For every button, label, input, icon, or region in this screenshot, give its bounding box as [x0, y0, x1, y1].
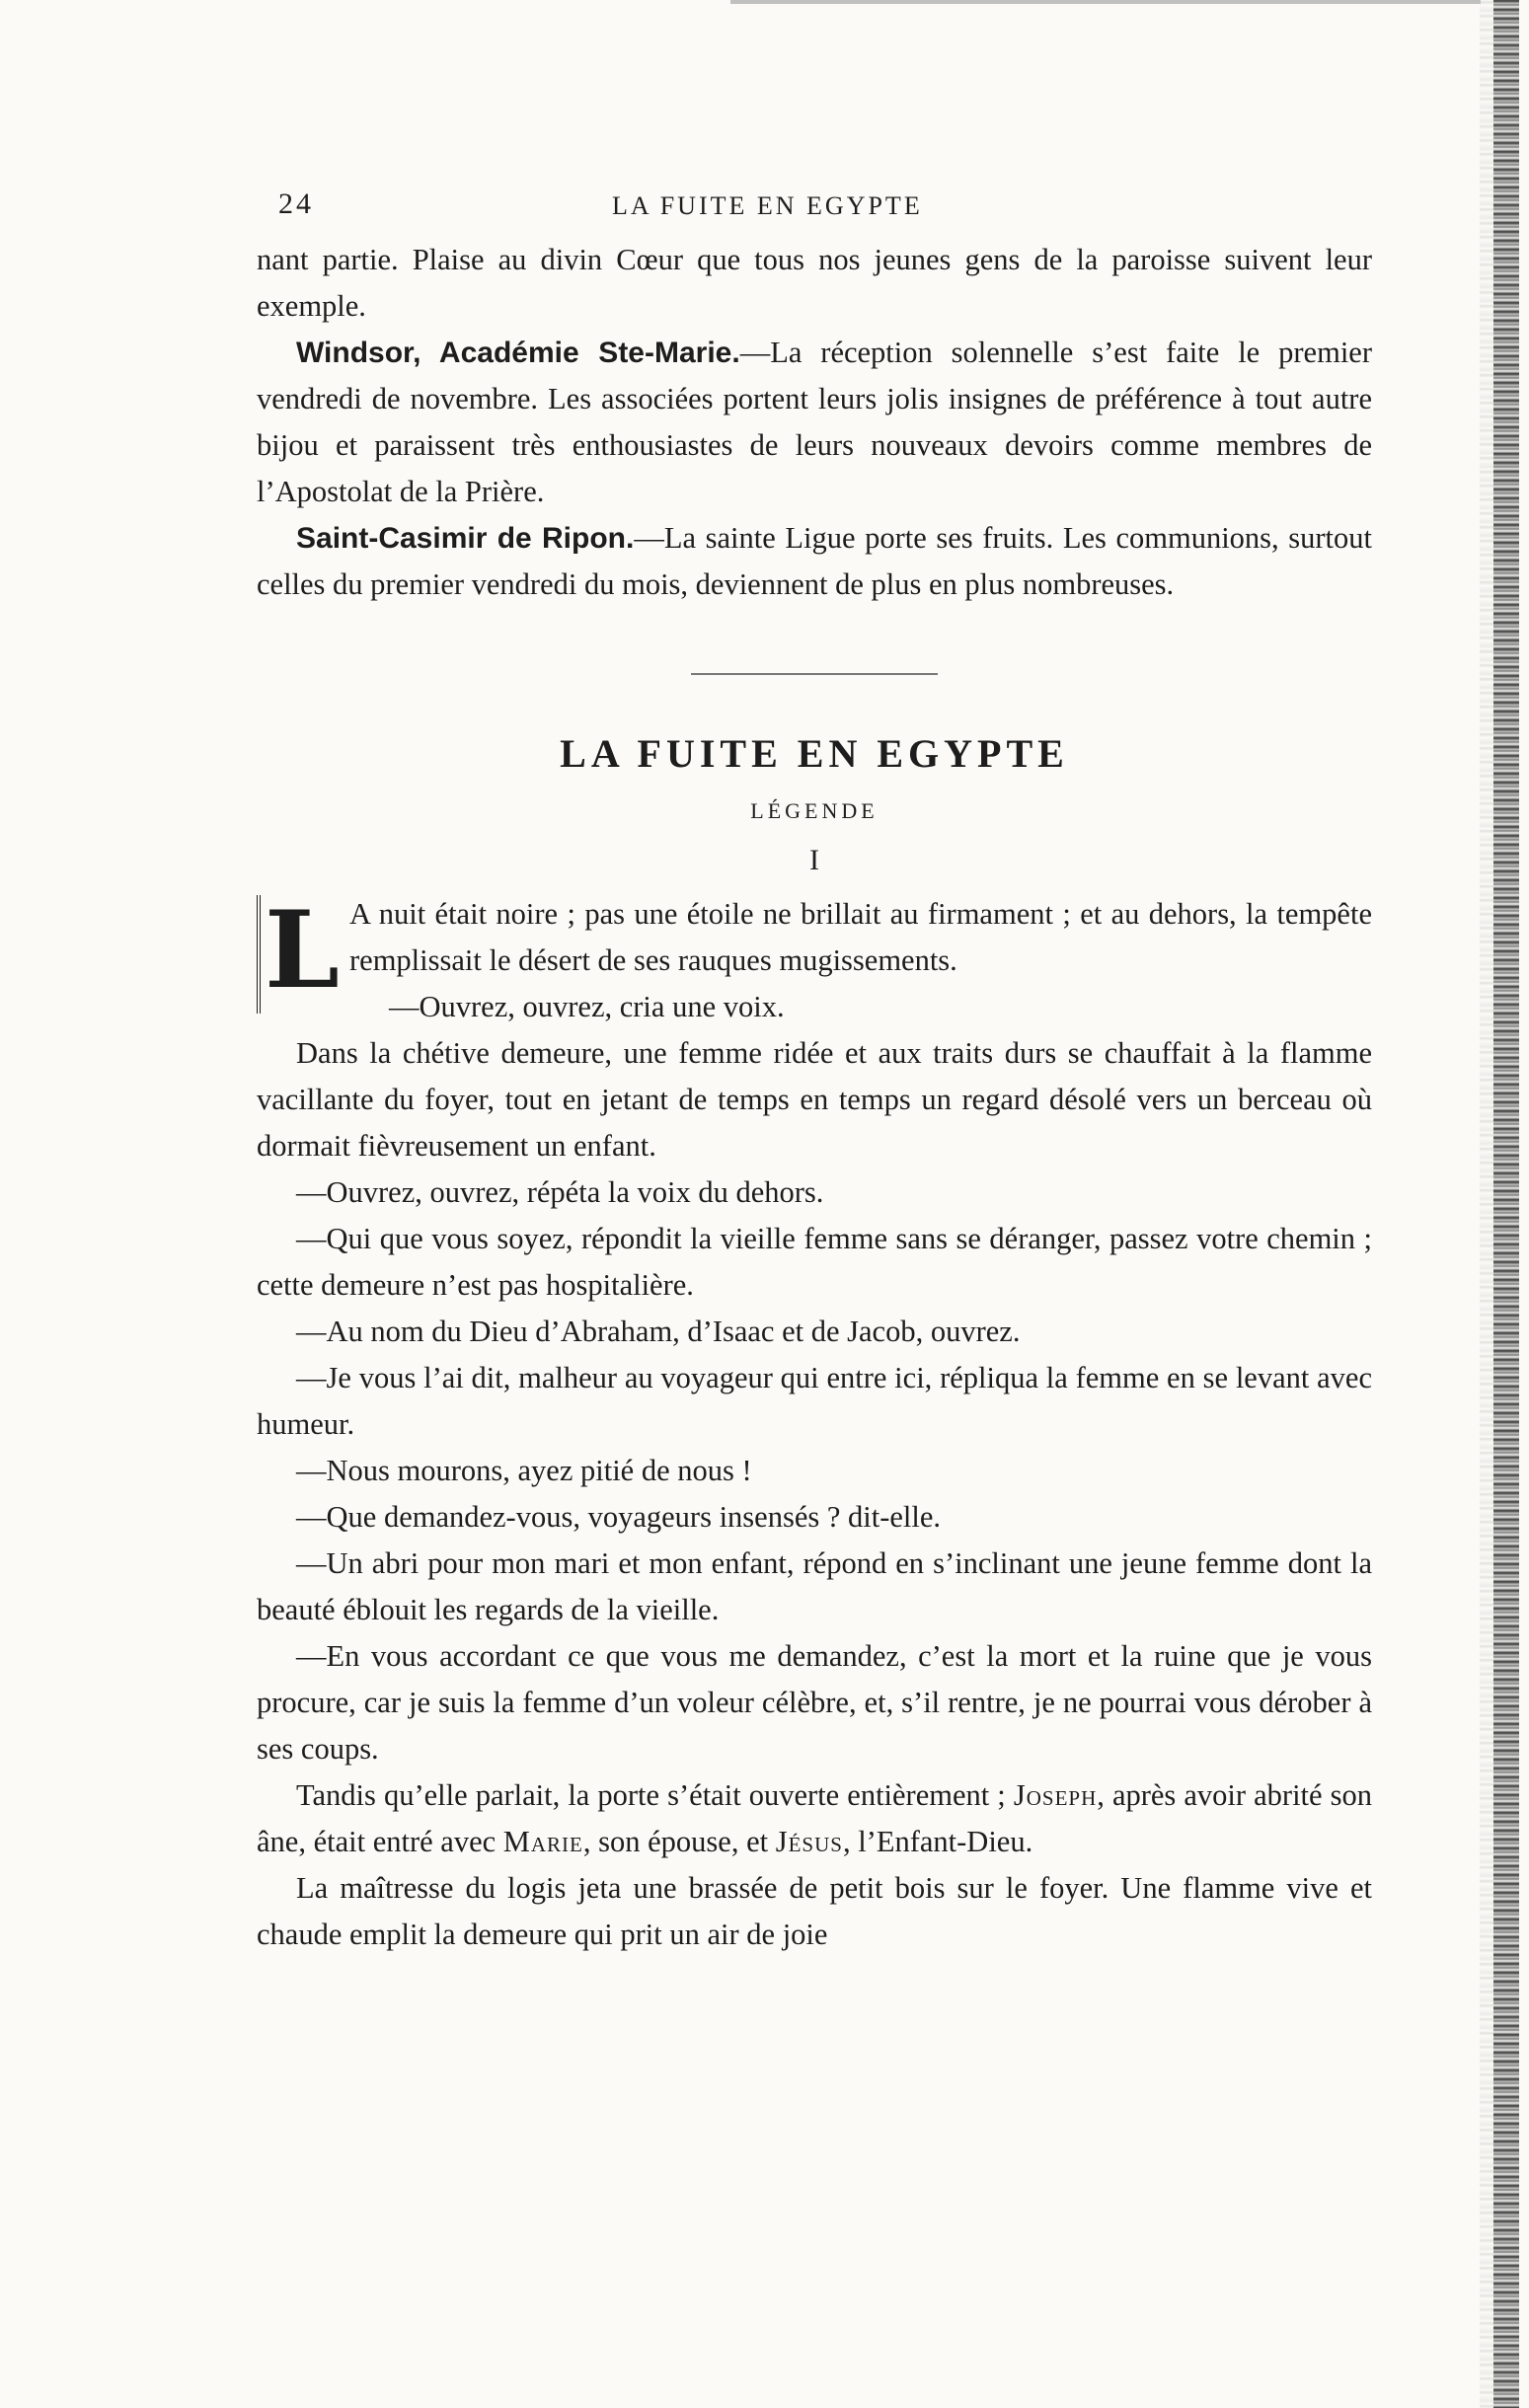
page-content: [257, 188, 1372, 1958]
chapter-number: I: [809, 844, 819, 876]
page-edge-shadow: [1480, 0, 1493, 2408]
report-lead-ripon: Saint-Casimir de Ripon.: [296, 522, 635, 555]
name-marie: Marie: [502, 1825, 583, 1858]
report-continuation: [257, 237, 1372, 330]
drop-cap: L: [257, 895, 334, 1014]
report-windsor: [257, 330, 1372, 515]
story-paragraph: —Nous mourons, ayez pitié de nous !: [296, 1454, 752, 1487]
story-paragraph: —Qui que vous soyez, répondit la vieille femme sans se déranger, passez votre chemin ; cette demeure n’est pas hospitalière.: [257, 1222, 1372, 1302]
tandis-part1: Tandis qu’elle parlait, la porte s’était ouverte entièrement ;: [296, 1778, 1014, 1812]
name-jesus: Jésus: [775, 1825, 843, 1858]
story-paragraphs: [257, 984, 1372, 1772]
story-subtitle: LÉGENDE: [750, 798, 879, 823]
story-title: LA FUITE EN EGYPTE: [560, 731, 1069, 776]
name-joseph: Joseph: [1013, 1778, 1098, 1812]
report-ripon: [257, 515, 1372, 608]
story-paragraph: —Que demandez-vous, voyageurs insensés ? dit-elle.: [296, 1500, 942, 1534]
story-paragraph: —Un abri pour mon mari et mon enfant, répond en s’inclinant une jeune femme dont la beauté éblouit les regards de la vieille.: [257, 1546, 1372, 1626]
top-edge-line: [730, 0, 1481, 4]
opening-paragraph: A nuit était noire ; pas une étoile ne brillait au firmament ; et au dehors, la tempête remplissait le désert de ses rauques mugissements.: [349, 897, 1372, 977]
story-paragraph: —Ouvrez, ouvrez, cria une voix.: [389, 990, 785, 1023]
story-paragraph: —Je vous l’ai dit, malheur au voyageur qui entre ici, répliqua la femme en se levant avec humeur.: [257, 1361, 1372, 1441]
report-text-ripon: —La sainte Ligue porte ses fruits. Les communions, surtout celles du premier vendredi du mois, deviennent de plus en plus nombreuses.: [257, 521, 1372, 601]
report-lead-windsor: Windsor, Académie Ste-Marie.: [296, 337, 740, 369]
report-text: nant partie. Plaise au divin Cœur que tous nos jeunes gens de la paroisse suivent leur exemple.: [257, 243, 1372, 323]
page-number: 24: [278, 188, 314, 220]
running-head: [257, 188, 1372, 237]
story-paragraph-tandis: [257, 1772, 1372, 1865]
tandis-part2: , après avoir abrité son âne, était entré avec: [257, 1778, 1372, 1858]
tandis-part3: , son épouse, et: [582, 1825, 776, 1858]
story-paragraph: —Au nom du Dieu d’Abraham, d’Isaac et de Jacob, ouvrez.: [296, 1315, 1021, 1348]
running-title: LA FUITE EN EGYPTE: [612, 191, 923, 220]
page-binding-edge: [1493, 0, 1519, 2408]
story-paragraph-last: La maîtresse du logis jeta une brassée de petit bois sur le foyer. Une flamme vive et chaude emplit la demeure qui prit un air de joie: [257, 1871, 1372, 1951]
section-divider: [691, 673, 938, 675]
story-paragraph: —Ouvrez, ouvrez, répéta la voix du dehors.: [296, 1175, 824, 1209]
story-paragraph: Dans la chétive demeure, une femme ridée et aux traits durs se chauffait à la flamme vacillante du foyer, tout en jetant de temps en temps un regard désolé vers un berceau où dormait fièvreusement un enfant.: [257, 1036, 1372, 1163]
story-paragraph: —En vous accordant ce que vous me demandez, c’est la mort et la ruine que je vous procure, car je suis la femme d’un voleur célèbre, et, s’il rentre, je ne pourrai vous dérober à ses coups.: [257, 1639, 1372, 1766]
tandis-part4: , l’Enfant-Dieu.: [842, 1825, 1033, 1858]
report-text-windsor: —La réception solennelle s’est faite le premier vendredi de novembre. Les associées portent leurs jolis insignes de préférence à tout autre bijou et paraissent très enthousiastes de leurs nouveaux devoirs comme membres de l’Apostolat de la Prière.: [257, 336, 1372, 508]
